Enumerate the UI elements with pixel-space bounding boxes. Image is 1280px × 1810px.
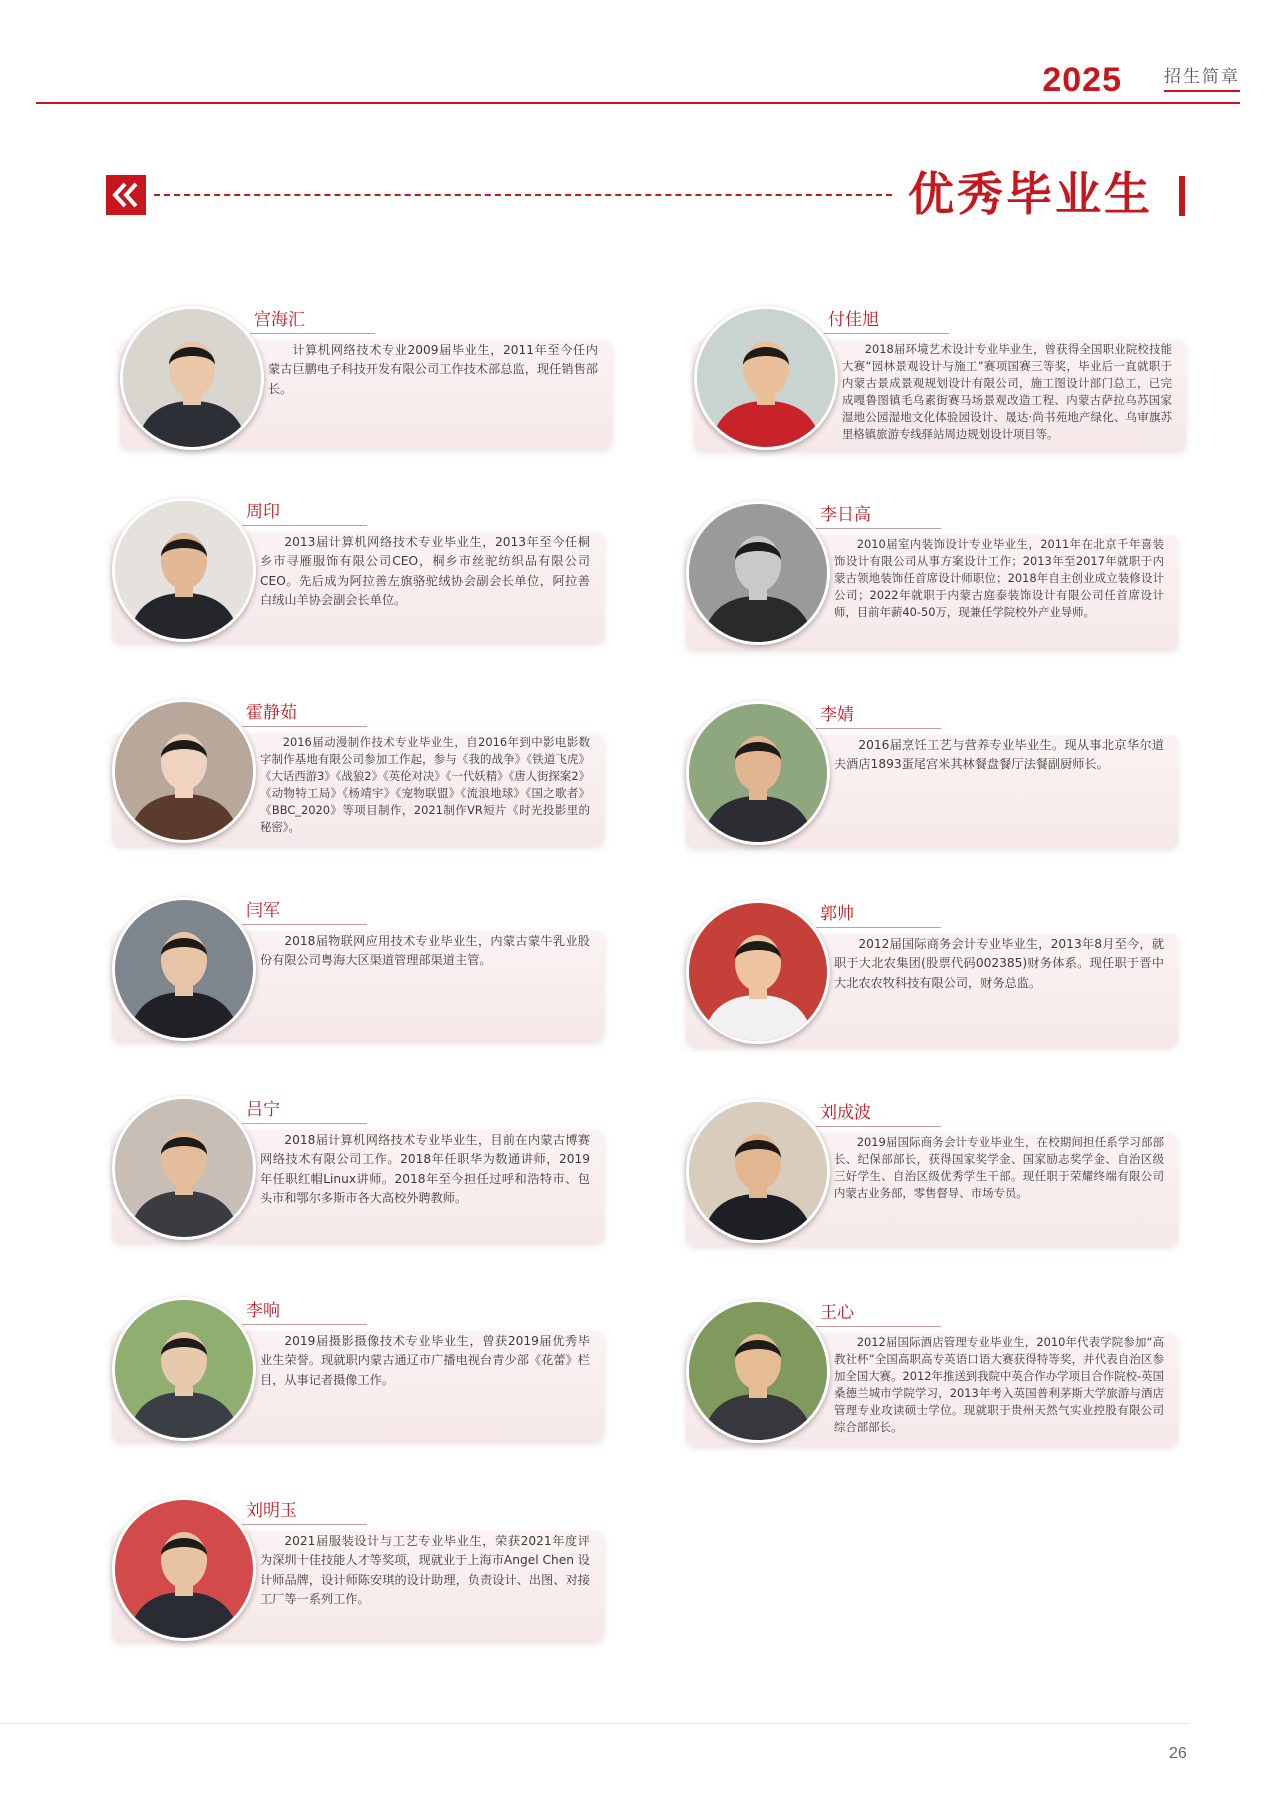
graduate-name: 刘明玉 <box>246 1501 297 1521</box>
graduate-description: 2013届计算机网络技术专业毕业生，2013年至今任桐乡市寻雁服饰有限公司CEO，桐乡市丝驼纺织品有限公司CEO。先后成为阿拉善左旗骆驼绒协会副会长单位，阿拉善白绒山羊协会副会长单位。 <box>260 535 590 607</box>
graduate-description: 2012届国际商务会计专业毕业生，2013年8月至今，就职于大北农集团(股票代码002385)财务体系。现任职于晋中大北农农牧科技有限公司，财务总监。 <box>834 937 1164 990</box>
graduate-description: 2018届计算机网络技术专业毕业生，目前在内蒙古博赛网络技术有限公司工作。2018年任职华为数通讲师，2019年任职红帽Linux讲师。2018年至今担任过呼和浩特市、包头市和鄂尔多斯市各大高校外聘教师。 <box>260 1133 590 1205</box>
graduate-photo <box>686 501 830 645</box>
graduate-description: 2018届环境艺术设计专业毕业生，曾获得全国职业院校技能大赛“园林景观设计与施工”赛项国赛三等奖，毕业后一直就职于内蒙古景成景观规划设计有限公司，施工图设计部门总工，已完成嘎鲁图镇毛乌素街赛马场景观改造工程、内蒙古萨拉乌苏国家湿地公园湿地文化体验园设计、晟达·尚书苑地产绿化、乌审旗苏里格镇旅游专线驿站周边规划设计项目等。 <box>842 342 1172 441</box>
graduate-description: 计算机网络技术专业2009届毕业生，2011年至今任内蒙古巨鹏电子科技开发有限公司工作技术部总监，现任销售部长。 <box>268 343 598 396</box>
section-title: 优秀毕业生 <box>908 167 1153 221</box>
graduate-description: 2012届国际酒店管理专业毕业生，2010年代表学院参加“高教社杯”全国高职高专英语口语大赛获得特等奖，并代表自治区参加全国大赛。2012年推送到我院中英合作办学项目合作院校-英国桑德兰城市学院学习，2013年考入英国普利茅斯大学旅游与酒店管理专业攻读硕士学位。现就职于贵州天然气实业控股有限公司综合部部长。 <box>834 1335 1164 1434</box>
section-dashed-rule <box>154 194 892 196</box>
graduate-photo <box>686 701 830 845</box>
graduate-card <box>686 904 1178 1046</box>
graduate-name: 郭帅 <box>820 904 854 924</box>
graduate-description: 2016届动漫制作技术专业毕业生，自2016年到中影电影数字制作基地有限公司参加工作起，参与《我的战争》《铁道飞虎》《大话西游3》《战狼2》《英伦对决》《一代妖精》《唐人街探案2》《动物特工局》《杨靖宇》《宠物联盟》《流浪地球》《国之歌者》《BBC_2020》等项目制作，2021制作VR短片《时光投影里的秘密》。 <box>260 735 590 834</box>
graduate-description: 2016届烹饪工艺与营养专业毕业生。现从事北京华尔道夫酒店1893蛋尾宫米其林餐盘餐厅法餐副厨师长。 <box>834 738 1164 772</box>
graduate-name: 霍静茹 <box>246 703 297 723</box>
graduate-photo <box>686 1299 830 1443</box>
graduate-description: 2021届服装设计与工艺专业毕业生，荣获2021年度评为深圳十佳技能人才等奖项，现就业于上海市Angel Chen 设计师品牌，设计师陈安琪的设计助理，负责设计、出图、对接工厂等一系列工作。 <box>260 1534 590 1606</box>
graduate-card <box>120 310 612 448</box>
name-underline <box>816 1126 941 1127</box>
brochure-subtitle: 招生简章 <box>1164 66 1240 92</box>
graduate-card <box>112 1501 604 1641</box>
graduate-photo <box>112 498 256 642</box>
name-underline <box>816 728 941 729</box>
graduate-card <box>112 502 604 642</box>
name-underline <box>242 1524 367 1525</box>
graduate-photo <box>686 1099 830 1243</box>
graduate-card <box>686 505 1178 649</box>
graduate-name: 李婧 <box>820 705 854 725</box>
double-chevron-left-icon <box>106 175 146 215</box>
graduate-name: 宫海汇 <box>254 310 305 330</box>
section-title-bar <box>1179 176 1185 216</box>
graduate-name: 周印 <box>246 502 280 522</box>
header-divider <box>36 102 1240 104</box>
graduate-card <box>686 1103 1178 1245</box>
graduate-description: 2010届室内装饰设计专业毕业生，2011年在北京千年喜装饰设计有限公司从事方案设计工作；2013年至2017年就职于内蒙古领地装饰任首席设计师职位；2018年自主创业成立装修设计公司；2022年就职于内蒙古庭泰装饰设计有限公司任首席设计师，目前年薪40-50万，现兼任学院校外产业导师。 <box>834 537 1164 619</box>
graduate-name: 李日高 <box>820 505 871 525</box>
graduate-name: 王心 <box>820 1303 854 1323</box>
graduate-card <box>112 901 604 1041</box>
graduate-name: 付佳旭 <box>828 310 879 330</box>
name-underline <box>242 1123 367 1124</box>
graduate-name: 闫军 <box>246 901 280 921</box>
name-underline <box>242 726 367 727</box>
name-underline <box>242 924 367 925</box>
name-underline <box>242 1324 367 1325</box>
graduate-photo <box>694 306 838 450</box>
graduate-name: 吕宁 <box>246 1100 280 1120</box>
graduate-card <box>686 1303 1178 1445</box>
graduate-card <box>112 1301 604 1441</box>
graduate-photo <box>112 1497 256 1641</box>
graduate-photo <box>112 897 256 1041</box>
name-underline <box>250 333 375 334</box>
name-underline <box>816 927 941 928</box>
graduate-description: 2019届国际商务会计专业毕业生，在校期间担任系学习部部长、纪保部部长，获得国家奖学金、国家励志奖学金、自治区级三好学生、自治区级优秀学生干部。现任职于荣耀终端有限公司内蒙古业务部，零售督导、市场专员。 <box>834 1135 1164 1200</box>
name-underline <box>816 1326 941 1327</box>
page-number: 26 <box>1169 1745 1187 1762</box>
graduate-description: 2019届摄影摄像技术专业毕业生，曾获2019届优秀毕业生荣誉。现就职内蒙古通辽市广播电视台青少部《花蕾》栏目，从事记者摄像工作。 <box>260 1334 590 1387</box>
graduate-name: 李响 <box>246 1301 280 1321</box>
graduate-photo <box>112 1297 256 1441</box>
graduate-photo <box>120 306 264 450</box>
name-underline <box>816 528 941 529</box>
graduate-photo <box>686 900 830 1044</box>
name-underline <box>242 525 367 526</box>
brochure-year: 2025 <box>1042 61 1122 99</box>
footer-divider <box>0 1723 1190 1724</box>
graduate-name: 刘成波 <box>820 1103 871 1123</box>
graduate-description: 2018届物联网应用技术专业毕业生，内蒙古蒙牛乳业股份有限公司粤海大区渠道管理部渠道主管。 <box>260 934 590 968</box>
graduate-photo <box>112 699 256 843</box>
graduate-card <box>112 1100 604 1242</box>
graduate-card <box>112 703 604 845</box>
graduate-photo <box>112 1096 256 1240</box>
graduate-card <box>686 705 1178 847</box>
name-underline <box>824 333 949 334</box>
graduate-card <box>694 310 1186 450</box>
